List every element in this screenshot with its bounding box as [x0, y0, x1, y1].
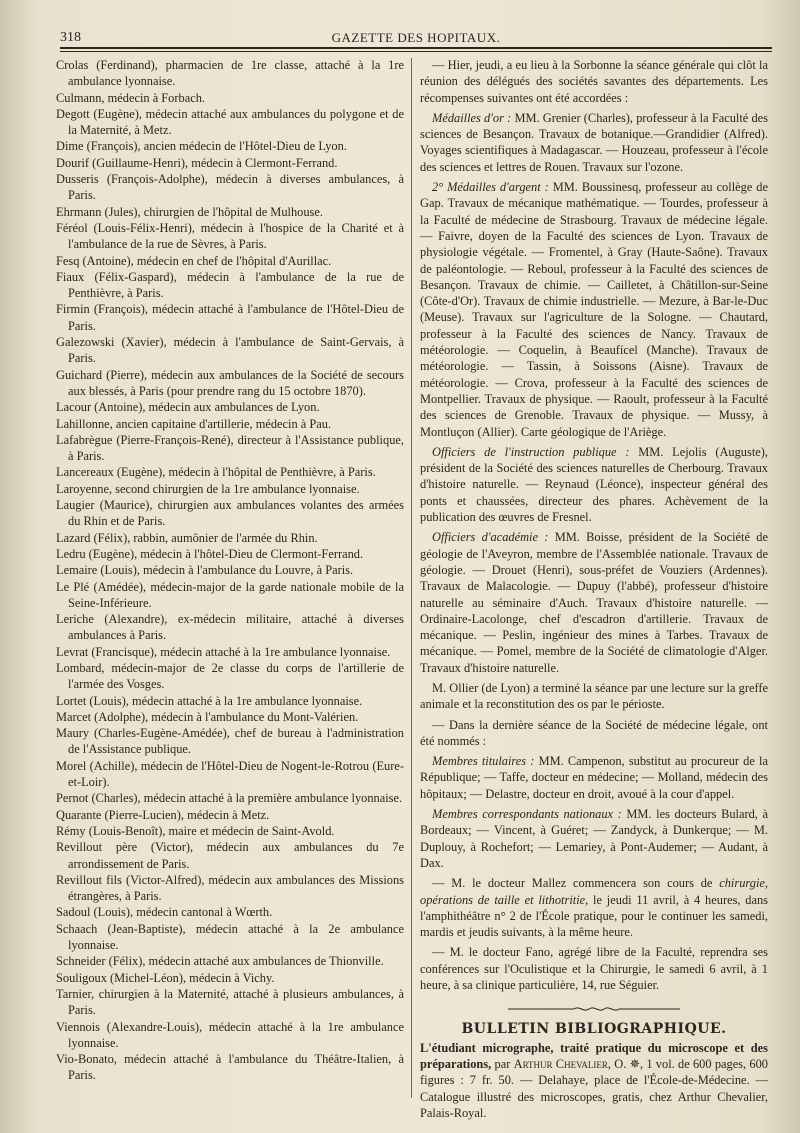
honoree-entry: Revillout père (Victor), médecin aux ambulances du 7e arrondissement de Paris.: [56, 840, 404, 871]
honoree-entry: Lortet (Louis), médecin attaché à la 1re ambulance lyonnaise.: [56, 693, 363, 708]
honoree-entry: Lafabrègue (Pierre-François-René), directeur à l'Assistance publique, à Paris.: [56, 432, 404, 464]
corresponding-members-text: MM. les docteurs Bulard, à Bordeaux; — Vincent, à Guéret; — Zandyck, à Dunkerque; — M. Duplouy, à Rochefort; — Lemariey, à Pont-Audemer; — Audant, à Dax.: [420, 807, 768, 870]
titular-members-label: Membres titulaires :: [432, 754, 535, 769]
corresponding-members-paragraph: [420, 806, 768, 871]
honoree-entry: Tarnier, chirurgien à la Maternité, attaché à plusieurs ambulances, à Paris.: [56, 986, 404, 1018]
honoree-entry: Féréol (Louis-Félix-Henri), médecin à l'hospice de la Charité et à l'ambulance de la rue de Sèvres, à Paris.: [56, 220, 404, 252]
titular-members-text: MM. Campenon, substitut au procureur de la République; — Taffe, docteur en médecine; — Molland, médecin des hôpitaux; — Delastre, docteur en droit, avoué à la cour d'appel.: [420, 754, 768, 801]
officers-academie-label: Officiers d'académie :: [432, 530, 549, 545]
section-ornament: [420, 1005, 768, 1013]
honoree-entry: Lazard (Félix), rabbin, aumônier de l'armée du Rhin.: [56, 530, 318, 545]
honoree-entry: Revillout fils (Victor-Alfred), médecin aux ambulances des Missions étrangères, à Paris.: [56, 872, 404, 904]
officers-academie-text: MM. Boisse, président de la Société de géologie de l'Aveyron, membre de l'Assemblée nationale. Travaux de géologie. — Drouet (Henri), sous-préfet de Vouziers (Ardennes). Travaux de Malacologie. — Dupuy (l'abbé), professeur d'histoire naturelle au séminaire d'Auch. Travaux d'histoire naturelle. — Ordinaire-Lacolonge, chef d'escadron d'artillerie. Travaux de mécanique. — Peslin, ingénieur des mines à Tarbes. Travaux de mécanique. — Pomel, membre de la Société de climatologie d'Alger. Travaux d'histoire naturelle.: [420, 530, 768, 675]
fano-paragraph: — M. le docteur Fano, agrégé libre de la Faculté, reprendra ses conférences sur l'Oculistique et la Chirurgie, le samedi 6 avril, à 1 heure, à sa clinique particulière, 14, rue Séguier.: [420, 945, 768, 993]
honoree-entry: Laugier (Maurice), chirurgien aux ambulances volantes des armées du Rhin et de Paris.: [56, 498, 404, 529]
right-column: [420, 57, 768, 1121]
honoree-entry: Schneider (Félix), médecin attaché aux ambulances de Thionville.: [56, 954, 384, 969]
silver-medals-text: MM. Boussinesq, professeur au collège de Gap. Travaux de mécanique mathématique. — Tourdes, professeur à la Faculté de médecine de Strasbourg. Travaux de médecine légale. — Faivre, doyen de la Faculté des sciences de Lyon. Travaux de physiologie végétale. — Fromentel, à Gray (Haute-Saône). Travaux de paléontologie. — Reboul, professeur à la Faculté des sciences de Besançon. Travaux de chimie. — Cailletet, à Châtillon-sur-Seine (Côte-d'Or). Travaux de chimie industrielle. — Mezure, à Bar-le-Duc (Meuse). Travaux sur l'agriculture de la Sologne. — Chautard, professeur à la Faculté des sciences de Nancy. Travaux de météorologie. — Coquelin, à Beaufícel (Manche). Travaux de météorologie. — Tassin, à Soissons (Aisne). Travaux de météorologie. — Crova, professeur à la Faculté des sciences de Montpellier. Travaux de physique. — Raoult, professeur à la Faculté des sciences de Grenoble. Travaux de physique. — Mussy, à Montluçon (Allier). Carte géologique de l'Ariège.: [420, 180, 768, 439]
honoree-entry: Lancereaux (Eugène), médecin à l'hôpital de Penthièvre, à Paris.: [56, 465, 376, 480]
honoree-entry: Marcet (Adolphe), médecin à l'ambulance du Mont-Valérien.: [56, 709, 359, 724]
bulletin-text: [420, 1040, 768, 1121]
honoree-entry: Lahillonne, ancien capitaine d'artillerie, médecin à Pau.: [56, 416, 332, 431]
honoree-entry: Ledru (Eugène), médecin à l'hôtel-Dieu de Clermont-Ferrand.: [56, 546, 364, 561]
gold-medals-text: MM. Grenier (Charles), professeur à la Faculté des sciences de Besançon. Travaux de botanique.—Grandidier (Alfred). Voyages scientifiques à Madagascar. — Houzeau, professeur à l'école des sciences et lettres de Rouen. Travaux sur l'ozone.: [420, 110, 768, 174]
honoree-entry: Sadoul (Louis), médecin cantonal à Wœrth.: [56, 905, 273, 920]
bulletin-book-title: L'étudiant micrographe, traité pratique du microscope et des préparations,: [420, 1040, 768, 1071]
bulletin-by: par: [491, 1056, 514, 1071]
officers-instruction-paragraph: [420, 444, 768, 525]
officers-academie-paragraph: [420, 529, 768, 676]
ollier-paragraph: M. Ollier (de Lyon) a terminé la séance par une lecture sur la greffe animale et la reconstitution des os par le périoste.: [420, 680, 768, 712]
honoree-entry: Morel (Achille), médecin de l'Hôtel-Dieu de Nogent-le-Rotrou (Eure-et-Loir).: [56, 758, 404, 790]
honoree-entry: Galezowski (Xavier), médecin à l'ambulance de Saint-Gervais, à Paris.: [56, 335, 404, 366]
mallez-text-a: — M. le docteur Mallez commencera son cours de: [432, 876, 720, 891]
mallez-paragraph: [420, 875, 768, 940]
header-rule-thick: [60, 47, 772, 49]
honoree-entry: Culmann, médecin à Forbach.: [56, 90, 205, 105]
honoree-entry: Dourif (Guillaume-Henri), médecin à Clermont-Ferrand.: [56, 155, 338, 170]
mallez-text-b: le jeudi 11 avril, à 4 heures, dans l'amphithéâtre n° 2 de l'École pratique, pour le continuer les samedi, mardis et jeudis suivants, à la même heure.: [420, 892, 769, 940]
bulletin-title: BULLETIN BIBLIOGRAPHIQUE.: [461, 1021, 727, 1038]
left-column: [56, 57, 404, 1084]
honoree-entry: Vio-Bonato, médecin attaché à l'ambulance du Théâtre-Italien, à Paris.: [56, 1052, 404, 1083]
honoree-entry: Le Plé (Amédée), médecin-major de la garde nationale mobile de la Seine-Inférieure.: [56, 579, 404, 610]
gold-medals-label: Médailles d'or :: [432, 110, 512, 125]
honoree-entry: Leriche (Alexandre), ex-médecin militaire, attaché à diverses ambulances à Paris.: [56, 612, 404, 643]
honoree-entry: Maury (Charles-Eugène-Amédée), chef de bureau à l'administration de l'Assistance publique.: [56, 726, 404, 757]
honoree-entry: Dusseris (François-Adolphe), médecin à diverses ambulances, à Paris.: [56, 172, 404, 203]
honoree-entry: Schaach (Jean-Baptiste), médecin attaché à la 2e ambulance lyonnaise.: [56, 921, 404, 953]
titular-members-paragraph: [420, 753, 768, 802]
gold-medals-paragraph: [420, 110, 768, 175]
honoree-entry: Fesq (Antoine), médecin en chef de l'hôpital d'Aurillac.: [56, 253, 332, 268]
silver-medals-paragraph: [420, 179, 768, 440]
honoree-entry: Fiaux (Félix-Gaspard), médecin à l'ambulance de la rue de Penthièvre, à Paris.: [56, 269, 404, 301]
medecine-legale-paragraph: — Dans la dernière séance de la Société de médecine légale, ont été nommés :: [420, 717, 768, 748]
column-separator: [411, 58, 412, 1098]
bulletin-details: , O. ✵, 1 vol. de 600 pages, 600 figures : 7 fr. 50. — Delahaye, place de l'École-de-Médecine. — Catalogue illustré des microscopes, gratis, chez Arthur Chevalier, Palais-Royal.: [420, 1056, 768, 1120]
silver-medals-label: 2° Médailles d'argent :: [432, 180, 549, 195]
officers-instruction-label: Officiers de l'instruction publique :: [432, 444, 630, 459]
honoree-entry: Quarante (Pierre-Lucien), médecin à Metz.: [56, 807, 270, 822]
honoree-entry: Lemaire (Louis), médecin à l'ambulance du Louvre, à Paris.: [56, 563, 354, 578]
header-rule-thin: [60, 51, 772, 52]
honoree-entry: Lombard, médecin-major de 2e classe du corps de l'artillerie de l'armée des Vosges.: [56, 660, 404, 692]
honoree-entry: Laroyenne, second chirurgien de la 1re ambulance lyonnaise.: [56, 481, 360, 496]
running-title: GAZETTE DES HOPITAUX.: [331, 30, 501, 45]
honoree-entry: Degott (Eugène), médecin attaché aux ambulances du polygone et de la Maternité, à Metz.: [56, 106, 404, 138]
honoree-entry: Firmin (François), médecin attaché à l'ambulance de l'Hôtel-Dieu de Paris.: [56, 302, 404, 333]
honoree-entry: Dime (François), ancien médecin de l'Hôtel-Dieu de Lyon.: [56, 139, 347, 154]
honoree-entry: Rémy (Louis-Benoît), maire et médecin de Saint-Avold.: [56, 823, 335, 838]
honoree-entry: Ehrmann (Jules), chirurgien de l'hôpital de Mulhouse.: [56, 204, 323, 219]
honoree-entry: Lacour (Antoine), médecin aux ambulances de Lyon.: [56, 400, 320, 415]
honoree-entry: Viennois (Alexandre-Louis), médecin attaché à la 1re ambulance lyonnaise.: [56, 1019, 404, 1050]
honoree-entry: Crolas (Ferdinand), pharmacien de 1re classe, attaché à la 1re ambulance lyonnaise.: [56, 58, 404, 89]
sorbonne-paragraph: — Hier, jeudi, a eu lieu à la Sorbonne la séance générale qui clôt la réunion des délégués des sociétés savantes des départements. Les récompenses suivantes ont été accordées :: [420, 58, 768, 105]
honoree-entry: Pernot (Charles), médecin attaché à la première ambulance lyonnaise.: [56, 791, 403, 806]
bulletin-author: Arthur Chevalier: [513, 1056, 608, 1071]
mallez-course-title: chirurgie, opérations de taille et lithotritie,: [420, 876, 768, 907]
honoree-entry: Guichard (Pierre), médecin aux ambulances de la Société de secours aux blessés, à Paris (pour prendre rang du 15 octobre 1870).: [56, 367, 404, 398]
honoree-entry: Levrat (Francisque), médecin attaché à la 1re ambulance lyonnaise.: [56, 644, 391, 659]
page-number: 318: [60, 30, 81, 45]
corresponding-members-label: Membres correspondants nationaux :: [432, 807, 622, 822]
honoree-entry: Souligoux (Michel-Léon), médecin à Vichy.: [56, 970, 275, 985]
officers-instruction-text: MM. Lejolis (Auguste), président de la Société des sciences naturelles de Cherbourg. Travaux d'histoire naturelle. — Reynaud (Léonce), inspecteur général des ponts et chaussées, directeur des phares. Achèvement de la publication des œuvres de Fresnel.: [420, 444, 768, 525]
